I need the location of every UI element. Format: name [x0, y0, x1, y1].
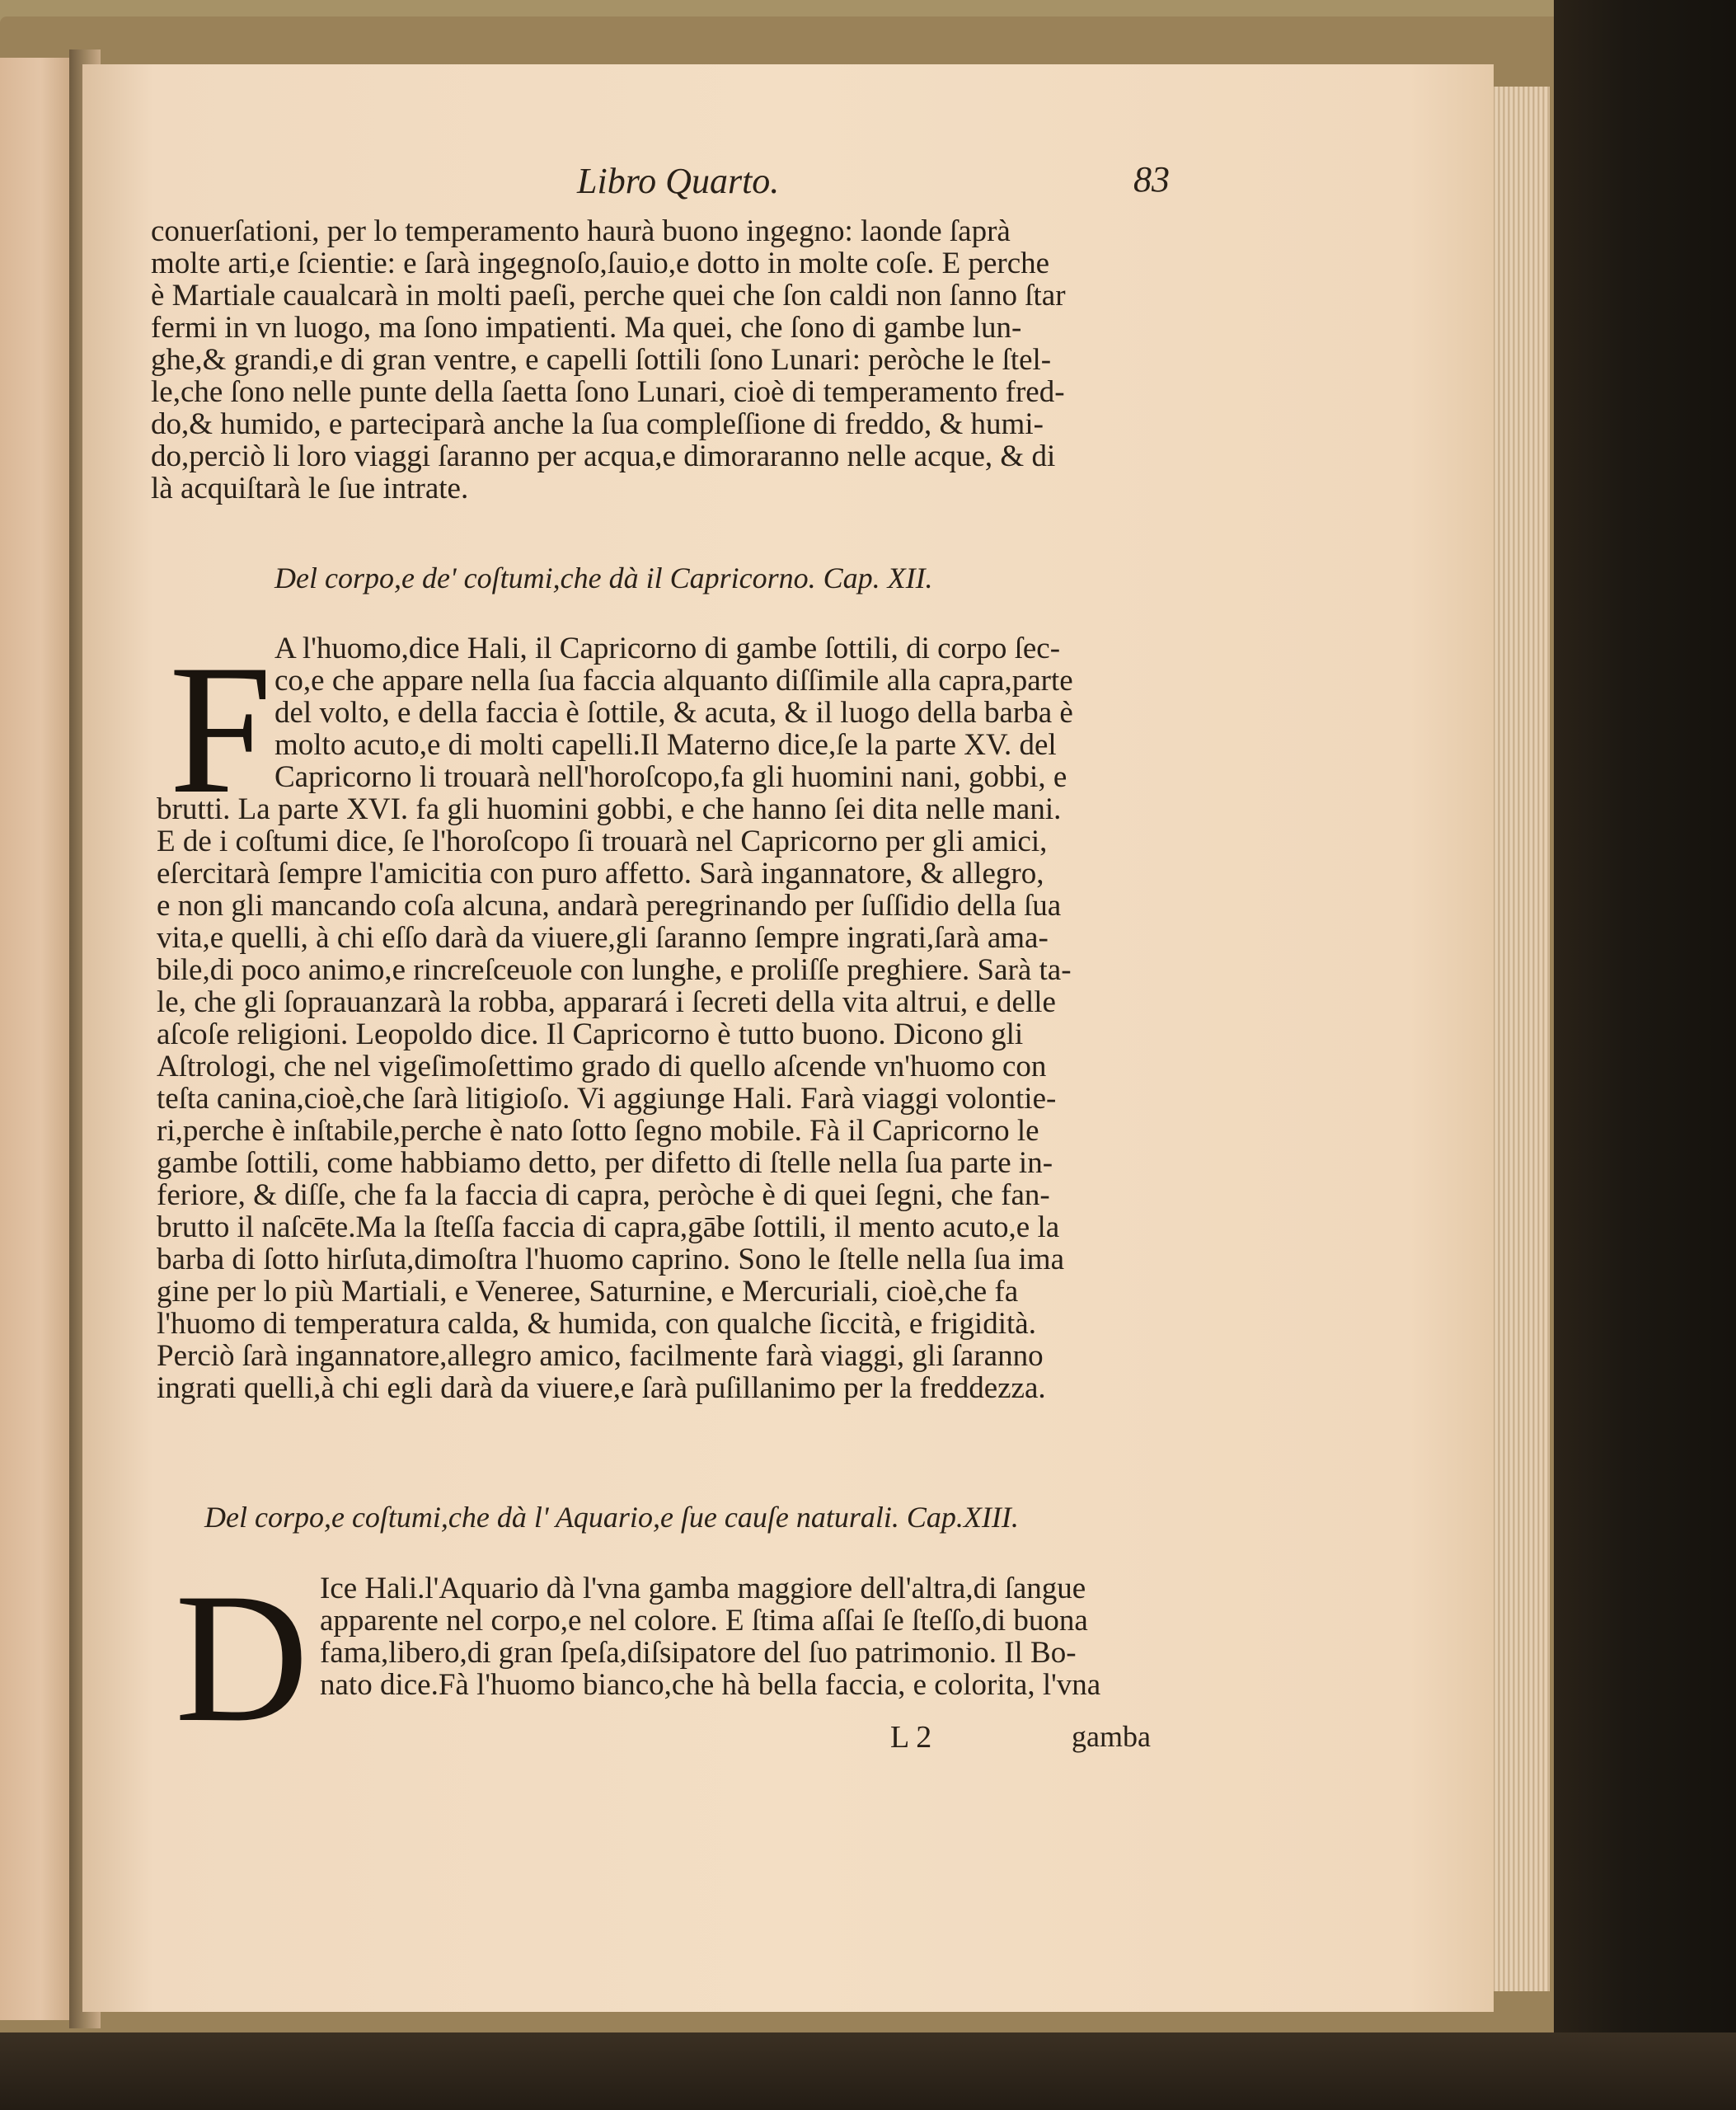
text-line: è Martiale caualcarà in molti paeſi, perche quei che ſon caldi non ſanno ſtar — [151, 279, 1066, 313]
text-line: Ice Hali.l'Aquario dà l'vna gamba maggiore dell'altra,di ſangue — [320, 1572, 1086, 1605]
text-line: là acquiſtarà le ſue intrate. — [151, 472, 469, 505]
text-line: eſercitarà ſempre l'amicitia con puro affetto. Sarà ingannatore, & allegro, — [157, 857, 1044, 891]
text-line: gambe ſottili, come habbiamo detto, per difetto di ſtelle nella ſua parte in- — [157, 1146, 1053, 1180]
text-line: feriore, & diſſe, che fa la faccia di capra, peròche è di quei ſegni, che fan- — [157, 1178, 1050, 1212]
text-line: brutto il naſcēte.Ma la ſteſſa faccia di capra,gābe ſottili, il mento acuto,e la — [157, 1210, 1060, 1244]
text-line: aſcoſe religioni. Leopoldo dice. Il Capricorno è tutto buono. Dicono gli — [157, 1017, 1024, 1051]
text-line: l'huomo di temperatura calda, & humida, con qualche ſiccità, e frigidità. — [157, 1307, 1036, 1341]
text-line: fama,libero,di gran ſpeſa,diſsipatore del ſuo patrimonio. Il Bo- — [320, 1636, 1077, 1670]
chapter-heading: Del corpo,e coſtumi,che dà l' Aquario,e ſue cauſe naturali. Cap.XIII. — [204, 1501, 1019, 1534]
text-line: molto acuto,e di molti capelli.Il Materno dice,ſe la parte XV. del — [274, 728, 1057, 762]
text-line: E de i coſtumi dice, ſe l'horoſcopo ſi trouarà nel Capricorno per gli amici, — [157, 825, 1048, 858]
text-line: do,& humido, e parteciparà anche la ſua compleſſione di freddo, & humi- — [151, 407, 1044, 441]
text-line: ingrati quelli,à chi egli darà da viuere,e ſarà puſillanimo per la freddezza. — [157, 1371, 1046, 1405]
text-line: fermi in vn luogo, ma ſono impatienti. Ma quei, che ſono di gambe lun- — [151, 311, 1022, 345]
background-right — [1554, 0, 1736, 2110]
catchword: gamba — [1072, 1720, 1151, 1753]
text-line: le, che gli ſoprauanzarà la robba, apparará i ſecreti della vita altrui, e delle — [157, 985, 1056, 1019]
page-edges — [1490, 87, 1550, 1991]
text-line: co,e che appare nella ſua faccia alquanto diſſimile alla capra,parte — [274, 664, 1073, 698]
text-line: conuerſationi, per lo temperamento haurà buono ingegno: laonde ſaprà — [151, 214, 1011, 248]
drop-cap: D — [175, 1554, 309, 1760]
text-line: e non gli mancando coſa alcuna, andarà peregrinando per ſuſſidio della ſua — [157, 889, 1062, 923]
text-line: le,che ſono nelle punte della ſaetta ſono Lunari, cioè di temperamento fred- — [151, 375, 1065, 409]
background-bottom — [0, 2032, 1736, 2110]
signature-mark: L 2 — [890, 1720, 932, 1755]
running-title: Libro Quarto. — [577, 161, 780, 201]
page-number: 83 — [1133, 159, 1170, 200]
text-line: do,perciò li loro viaggi ſaranno per acqua,e dimoraranno nelle acque, & di — [151, 439, 1056, 473]
text-line: A l'huomo,dice Hali, il Capricorno di gambe ſottili, di corpo ſec- — [274, 632, 1061, 665]
text-line: barba di ſotto hirſuta,dimoſtra l'huomo caprino. Sono le ſtelle nella ſua ima — [157, 1243, 1064, 1276]
text-line: ghe,& grandi,e di gran ventre, e capelli ſottili ſono Lunari: peròche le ſtel- — [151, 343, 1052, 377]
text-line: del volto, e della faccia è ſottile, & acuta, & il luogo della barba è — [274, 696, 1073, 730]
text-line: vita,e quelli, à chi eſſo darà da viuere,gli ſaranno ſempre ingrati,ſarà ama- — [157, 921, 1049, 955]
text-line: Perciò ſarà ingannatore,allegro amico, facilmente farà viaggi, gli ſaranno — [157, 1339, 1044, 1373]
text-line: ri,perche è inſtabile,perche è nato ſotto ſegno mobile. Fà il Capricorno le — [157, 1114, 1039, 1148]
text-line: brutti. La parte XVI. fa gli huomini gobbi, e che hanno ſei dita nelle mani. — [157, 792, 1062, 826]
chapter-heading: Del corpo,e de' coſtumi,che dà il Capricorno. Cap. XII. — [274, 562, 933, 594]
text-line: molte arti,e ſcientie: e ſarà ingegnoſo,ſauio,e dotto in molte coſe. E perche — [151, 247, 1050, 280]
text-line: gine per lo più Martiali, e Veneree, Saturnine, e Mercuriali, cioè,che fa — [157, 1275, 1019, 1309]
text-line: nato dice.Fà l'huomo bianco,che hà bella faccia, e colorita, l'vna — [320, 1668, 1101, 1702]
text-line: teſta canina,cioè,che ſarà litigioſo. Vi aggiunge Hali. Farà viaggi volontie- — [157, 1082, 1057, 1116]
text-line: apparente nel corpo,e nel colore. E ſtima aſſai ſe ſteſſo,di buona — [320, 1604, 1088, 1638]
text-line: bile,di poco animo,e rincreſceuole con lunghe, e proliſſe preghiere. Sarà ta- — [157, 953, 1072, 987]
facing-page — [0, 58, 74, 2020]
text-line: Aſtrologi, che nel vigeſimoſettimo grado di quello aſcende vn'huomo con — [157, 1050, 1047, 1083]
drop-cap: F — [169, 626, 273, 832]
text-line: Capricorno li trouarà nell'horoſcopo,fa gli huomini nani, gobbi, e — [274, 760, 1067, 794]
